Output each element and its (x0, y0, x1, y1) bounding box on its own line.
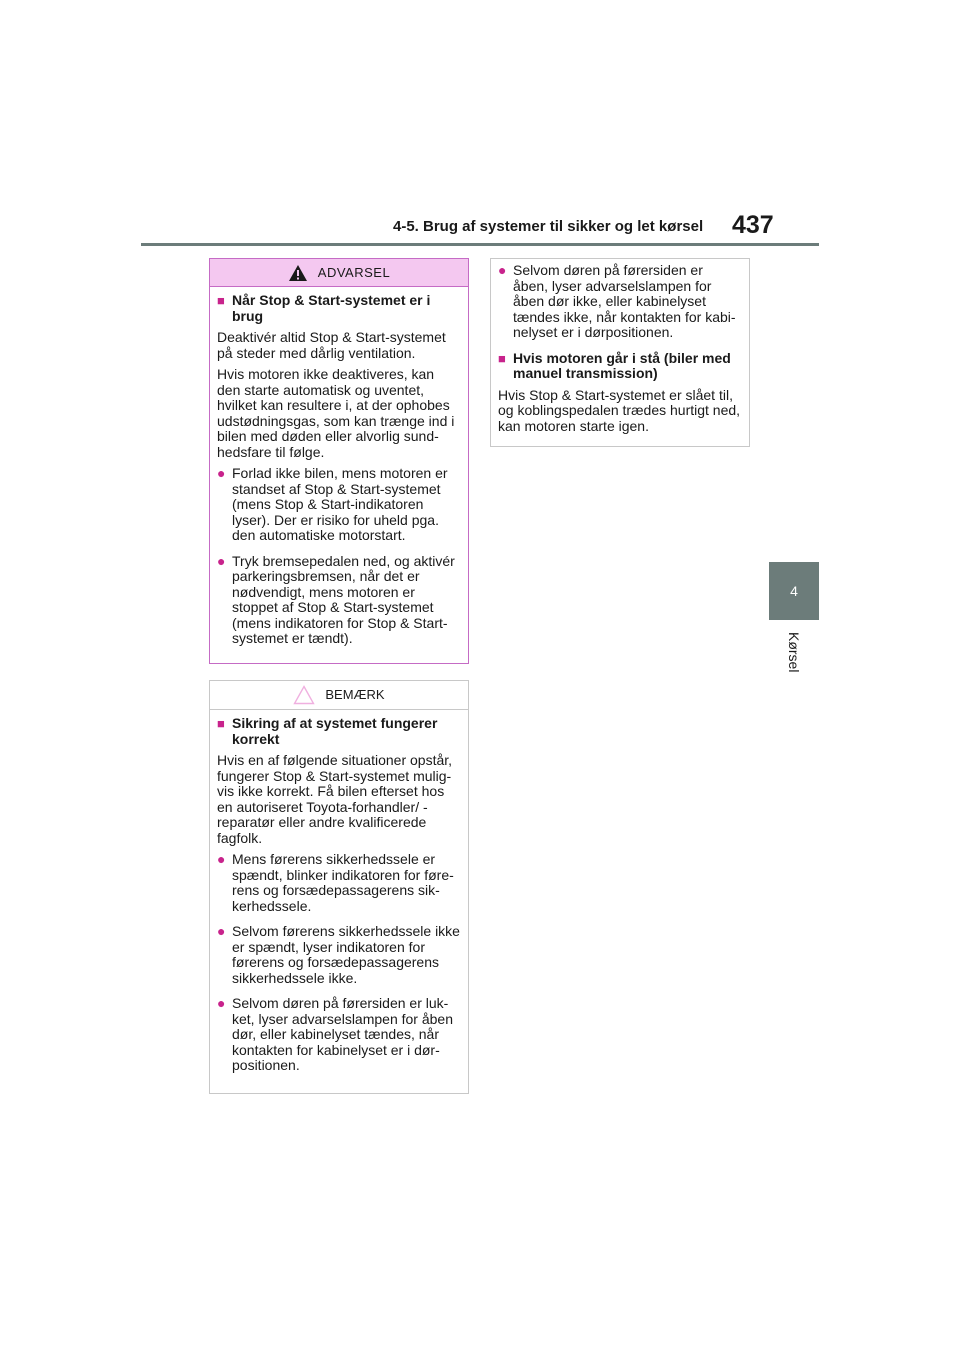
warning-paragraph: Hvis motoren ikke deaktiveres, kan den starte automatisk og uventet, hvilket kan resultere i, at der ophobes udstødningsgas, som kan trænge ind i bilen med døden eller alvorlig sund-hedsfare til følge. (217, 366, 455, 460)
info-paragraph: Hvis Stop & Start-systemet er slået til, og koblingspedalen trædes hurtigt ned, kan motoren starte igen. (498, 386, 741, 434)
notice-box (209, 680, 469, 1094)
notice-heading-text: Sikring af at systemet fungerer korrekt (232, 715, 438, 747)
round-bullet-icon: ● (217, 995, 226, 1011)
list-item (217, 924, 460, 986)
notice-title: BEMÆRK (325, 687, 385, 703)
list-item (217, 852, 460, 914)
info-box (490, 258, 750, 447)
list-item-text: Mens førerens sikkerhedssele er spændt, blinker indikatoren for føre-rens og forsædepassagerens sik-kerhedssele. (232, 851, 454, 914)
warning-triangle-icon (288, 264, 308, 282)
warning-heading (217, 293, 460, 324)
chapter-tab (769, 562, 819, 620)
warning-paragraph: Deaktivér altid Stop & Start-systemet på steder med dårlig ventilation. (217, 329, 446, 361)
page-number: 437 (732, 211, 774, 239)
chapter-label: Kørsel (786, 632, 802, 673)
list-item (498, 263, 741, 341)
square-bullet-icon: ■ (217, 293, 225, 308)
round-bullet-icon: ● (217, 923, 226, 939)
list-item-text: Tryk bremsepedalen ned, og aktivér parkeringsbremsen, når det er nødvendigt, mens motoren er stoppet af Stop & Start-systemet (mens indikatoren for Stop & Start-systemet er tændt). (232, 552, 455, 646)
list-item-text: Selvom døren på førersiden er luk-ket, lyser advarselslampen for åben dør, eller kabinelyset tændes, når kontakten for kabinelyset er i dør-positionen. (232, 995, 453, 1073)
round-bullet-icon: ● (217, 851, 226, 867)
header-divider (141, 243, 819, 246)
notice-header (210, 681, 468, 710)
square-bullet-icon: ■ (498, 350, 506, 366)
section-title: 4-5. Brug af systemer til sikker og let kørsel (393, 218, 704, 235)
warning-box (209, 258, 469, 664)
list-item-text: Selvom førerens sikkerhedssele ikke er spændt, lyser indikatoren for førerens og forsædepassagerens sikkerhedssele ikke. (232, 923, 460, 986)
list-item (217, 554, 460, 647)
list-item (217, 466, 460, 544)
round-bullet-icon: ● (498, 262, 507, 278)
warning-header (210, 259, 468, 287)
info-heading (498, 351, 741, 382)
notice-heading (217, 716, 460, 747)
round-bullet-icon: ● (217, 552, 226, 569)
info-heading-text: Hvis motoren går i stå (biler med manuel transmission) (513, 349, 731, 381)
list-item-text: Forlad ikke bilen, mens motoren er standset af Stop & Start-systemet (mens Stop & Start-indikatoren lyser). Der er risiko for uheld pga. den automatiske motorstart. (232, 465, 448, 543)
chapter-number: 4 (790, 583, 798, 599)
notice-paragraph: Hvis en af følgende situationer opstår, fungerer Stop & Start-systemet mulig-vis ikke korrekt. Få bilen efterset hos en autoriseret Toyota-forhandler/ -reparatør eller andre kvalificerede fagfolk. (217, 752, 453, 846)
square-bullet-icon: ■ (217, 716, 225, 731)
list-item-text: Selvom døren på førersiden er åben, lyser advarselslampen for åben dør ikke, eller kabinelyset tændes ikke, når kontakten for kabi-nelyset er i dørpositionen. (513, 262, 736, 340)
list-item (217, 996, 460, 1074)
caution-triangle-icon (293, 685, 315, 705)
round-bullet-icon: ● (217, 465, 226, 481)
warning-title: ADVARSEL (317, 264, 391, 280)
warning-heading-text: Når Stop & Start-systemet er i brug (232, 292, 431, 324)
